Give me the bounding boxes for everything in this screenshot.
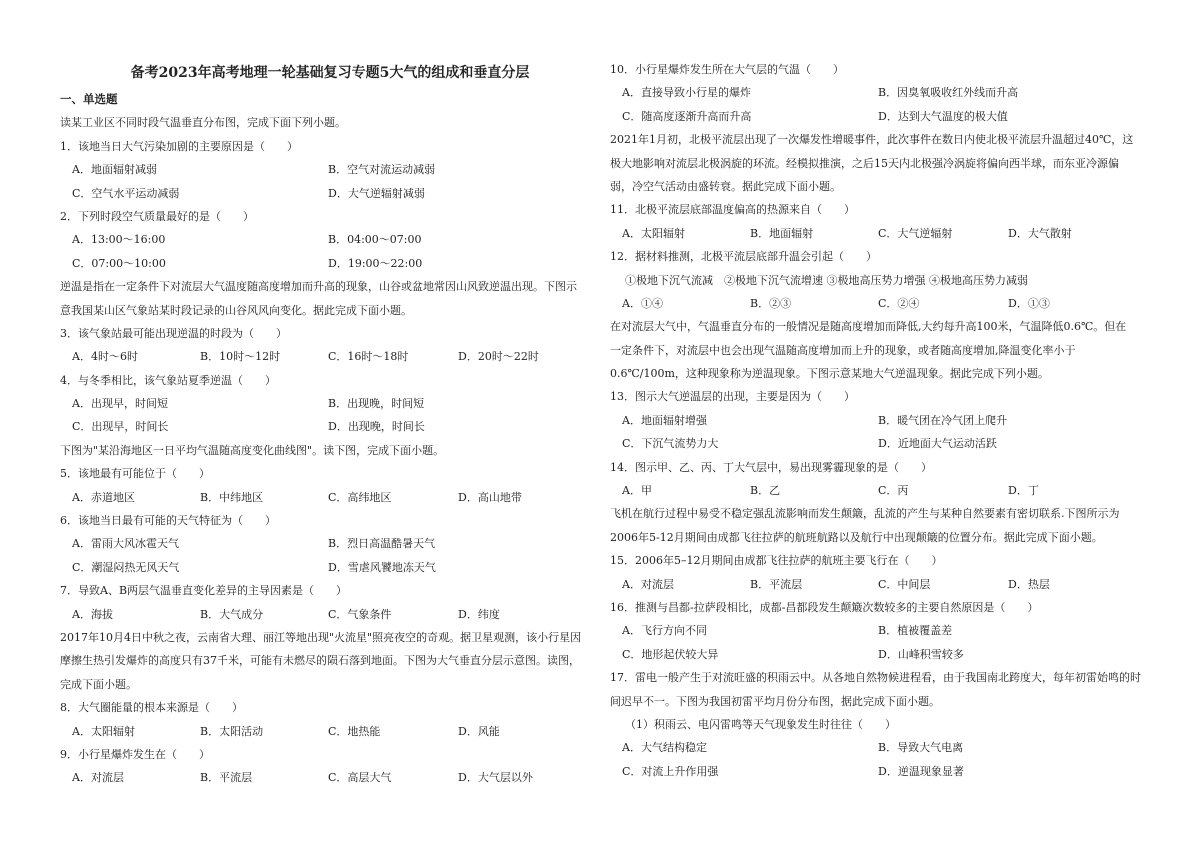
option-b: D．近地面大气运动活跃 (878, 437, 997, 451)
passage-line: 17．雷电一般产生于对流旺盛的积雨云中。从各地自然物候进程看，由于我国南北跨度大，每年初雷始鸣的时 (610, 671, 1141, 685)
option-a: C．潮湿闷热无风天气 (72, 560, 180, 574)
option-a: A．雷雨大风冰雹天气 (72, 537, 179, 551)
question-stem: 3．该气象站最可能出现逆温的时段为（ ） (60, 326, 287, 340)
option-d: D．20时～22时 (458, 350, 539, 364)
option-a: A．对流层 (622, 577, 674, 591)
option-d: D．大气散射 (1008, 226, 1072, 240)
option-d: D．风能 (458, 724, 500, 738)
option-d: D．热层 (1008, 577, 1050, 591)
passage-line: 2017年10月4日中秋之夜，云南省大理、丽江等地出现"火流星"照亮夜空的奇观。据卫星观测，该小行星因 (60, 630, 582, 644)
option-a: A．13:00～16:00 (72, 233, 166, 247)
option-b: B．②③ (750, 296, 792, 310)
passage-line: 意我国某山区气象站某时段记录的山谷风风向变化。据此完成下面小题。 (60, 303, 412, 317)
option-b: B．04:00～07:00 (328, 233, 422, 247)
passage-line: 完成下面小题。 (60, 677, 137, 691)
options-row (60, 532, 600, 555)
question-stem: 14．图示甲、乙、丙、丁大气层中，易出现雾霾现象的是（ ） (610, 460, 932, 474)
option-a: A．地面辐射减弱 (72, 163, 157, 177)
option-b: B．导致大气电离 (878, 741, 964, 755)
options-row (60, 486, 600, 509)
option-b: B．平流层 (200, 771, 253, 785)
option-b: B．乙 (750, 484, 781, 498)
options-row (610, 479, 1150, 502)
option-b: B．烈日高温酷暑天气 (328, 537, 436, 551)
passage-line: 2021年1月初，北极平流层出现了一次爆发性增暖事件，此次事件在数日内使北极平流层升温超过40℃，这 (610, 133, 1134, 147)
option-a: C．地形起伏较大异 (622, 647, 719, 661)
option-a: A．①④ (622, 296, 663, 310)
question-stem: 12．据材料推测，北极平流层底部升温会引起（ ） (610, 250, 877, 264)
option-b: D．达到大气温度的极大值 (878, 109, 1008, 123)
passage-line: 逆温是指在一定条件下对流层大气温度随高度增加而升高的现象，山谷或盆地常因山风致逆温出现。下图示 (60, 280, 577, 294)
question-stem: 10．小行星爆炸发生所在大气层的气温（ ） (610, 63, 844, 76)
question-stem: 9．小行星爆炸发生在（ ） (60, 747, 210, 761)
passage-line: 读某工业区不同时段气温垂直分布图，完成下面下列小题。 (60, 116, 346, 130)
option-b: B．因臭氧吸收红外线而升高 (878, 86, 1019, 100)
passage-line: 0.6℃/100m，这种现象称为逆温现象。下图示意某地大气逆温现象。据此完成下列小题。 (610, 367, 1049, 381)
option-d: D．纬度 (458, 607, 500, 621)
passage-line: 2006年5-12月期间由成都飞往拉萨的航班航路以及航行中出现颠簸的位置分布。据此完成下面小题。 (610, 530, 1103, 544)
question-stem: 11．北极平流层底部温度偏高的热源来自（ ） (610, 203, 855, 217)
option-a: A．海拔 (72, 607, 113, 621)
passage-line: 飞机在航行过程中易受不稳定强乱流影响而发生颠簸，乱流的产生与某种自然要素有密切联系.下图所示为 (610, 507, 1120, 521)
option-b: B．大气成分 (200, 607, 264, 621)
options-row (60, 345, 600, 368)
option-c: C．地热能 (328, 724, 381, 738)
options-row (610, 643, 1150, 666)
options-row (610, 619, 1150, 642)
option-c: C．中间层 (878, 577, 931, 591)
page-title: 备考2023年高考地理一轮基础复习专题5大气的组成和垂直分层 (130, 65, 530, 81)
question-stem: 7．导致A、B两层气温垂直变化差异的主导因素是（ ） (60, 584, 348, 598)
question-stem: 6．该地当日最有可能的天气特征为（ ） (60, 514, 276, 528)
options-row (60, 228, 600, 251)
options-row (610, 105, 1150, 128)
option-a: C．空气水平运动减弱 (72, 186, 180, 200)
options-row (610, 81, 1150, 104)
section-heading: 一、单选题 (60, 92, 118, 106)
option-b: B．出现晚，时间短 (328, 397, 425, 411)
passage-line: 下图为"某沿海地区一日平均气温随高度变化曲线图"。读下图，完成下面小题。 (60, 443, 445, 457)
question-stem: 15．2006年5–12月期间由成都飞往拉萨的航班主要飞行在（ ） (610, 554, 943, 568)
option-b: B．地面辐射 (750, 226, 814, 240)
option-b: D．19:00～22:00 (328, 256, 423, 270)
question-stem: 16．推测与昌都-拉萨段相比，成都-昌都段发生颠簸次数较多的主要自然原因是（ ） (610, 600, 1039, 614)
question-stem: 2．下列时段空气质量最好的是（ ） (60, 209, 254, 223)
options-row (60, 603, 600, 626)
option-b: D．逆温现象显著 (878, 764, 964, 778)
passage-line: 一定条件下，对流层中也会出现气温随高度增加而上升的现象，或者随高度增加,降温变化率小于 (610, 343, 1076, 357)
option-b: B．空气对流运动减弱 (328, 163, 436, 177)
options-row (610, 573, 1150, 596)
option-a: A．太阳辐射 (72, 724, 135, 738)
option-c: C．气象条件 (328, 607, 392, 621)
option-b: D．大气逆辐射减弱 (328, 186, 425, 200)
option-a: A．飞行方向不同 (622, 624, 707, 638)
option-c: C．高纬地区 (328, 490, 392, 504)
options-row (60, 158, 600, 181)
option-a: C．07:00～10:00 (72, 256, 166, 270)
options-row (610, 292, 1150, 315)
option-b: B．平流层 (750, 577, 803, 591)
option-a: C．随高度逐渐升高而升高 (622, 109, 752, 123)
question-stem: 4．与冬季相比，该气象站夏季逆温（ ） (60, 373, 276, 387)
option-b: D．出现晚，时间长 (328, 420, 425, 434)
option-b: D．山峰积雪较多 (878, 647, 964, 661)
option-c: C．②④ (878, 296, 920, 310)
option-a: A．甲 (622, 484, 652, 498)
question-stem: 13．图示大气逆温层的出现，主要是因为（ ） (610, 390, 855, 404)
passage-line: 在对流层大气中，气温垂直分布的一般情况是随高度增加而降低,大约每升高100米，气温降低0.6℃。但在 (610, 320, 1127, 334)
option-a: A．直接导致小行星的爆炸 (622, 86, 751, 100)
question-subline: （1）积雨云、电闪雷鸣等天气现象发生时往往（ ） (625, 717, 896, 731)
option-c: C．16时～18时 (328, 350, 409, 364)
options-row (610, 760, 1150, 783)
options-row (610, 432, 1150, 455)
options-row (60, 766, 600, 789)
passage-line: 摩擦生热引发爆炸的高度只有37千米，可能有未燃尽的陨石落到地面。下图为大气垂直分层示意图。读图， (60, 654, 580, 668)
options-row (610, 222, 1150, 245)
options-row (610, 409, 1150, 432)
option-d: D．①③ (1008, 296, 1050, 310)
option-d: D．大气层以外 (458, 771, 533, 785)
option-b: B．中纬地区 (200, 490, 264, 504)
option-a: C．出现早，时间长 (72, 420, 169, 434)
left-column (60, 88, 600, 790)
options-row (60, 182, 600, 205)
option-c: C．丙 (878, 484, 909, 498)
passage-line: 极大地影响对流层北极涡旋的环流。经模拟推演，之后15天内北极强冷涡旋将偏向西半球，而东亚冷源偏 (610, 156, 1119, 170)
option-a: A．地面辐射增强 (622, 413, 707, 427)
question-stem: 5．该地最有可能位于（ ） (60, 467, 210, 481)
passage-line: 弱，冷空气活动由盛转衰。据此完成下面小题。 (610, 179, 841, 193)
options-row (60, 720, 600, 743)
option-a: C．对流上升作用强 (622, 764, 719, 778)
option-a: A．对流层 (72, 771, 124, 785)
option-a: A．太阳辐射 (622, 226, 685, 240)
option-d: D．丁 (1008, 484, 1039, 498)
option-b: B．植被覆盖差 (878, 624, 953, 638)
option-c: C．高层大气 (328, 771, 392, 785)
option-b: B．10时～12时 (200, 350, 281, 364)
option-a: A．大气结构稳定 (622, 741, 707, 755)
options-row (60, 392, 600, 415)
option-c: C．大气逆辐射 (878, 226, 953, 240)
question-stem: 1．该地当日大气污染加剧的主要原因是（ ） (60, 139, 298, 153)
right-column (610, 58, 1150, 783)
option-b: B．暖气团在冷气团上爬升 (878, 413, 1008, 427)
option-b: B．太阳活动 (200, 724, 264, 738)
option-b: D．雪虐风饕地冻天气 (328, 560, 436, 574)
options-row (60, 252, 600, 275)
option-a: A．赤道地区 (72, 490, 135, 504)
option-a: A．出现早，时间短 (72, 397, 168, 411)
question-stem: 8．大气圈能量的根本来源是（ ） (60, 701, 243, 715)
question-subline: ①极地下沉气流减 ②极地下沉气流增速 ③极地高压势力增强 ④极地高压势力减弱 (625, 273, 1028, 287)
options-row (60, 415, 600, 438)
option-a: A．4时～6时 (72, 350, 138, 364)
passage-line: 间迟早不一。下图为我国初雷平均月份分布图，据此完成下面小题。 (610, 694, 940, 708)
option-a: C．下沉气流势力大 (622, 437, 719, 451)
option-d: D．高山地带 (458, 490, 522, 504)
options-row (60, 556, 600, 579)
options-row (610, 736, 1150, 759)
